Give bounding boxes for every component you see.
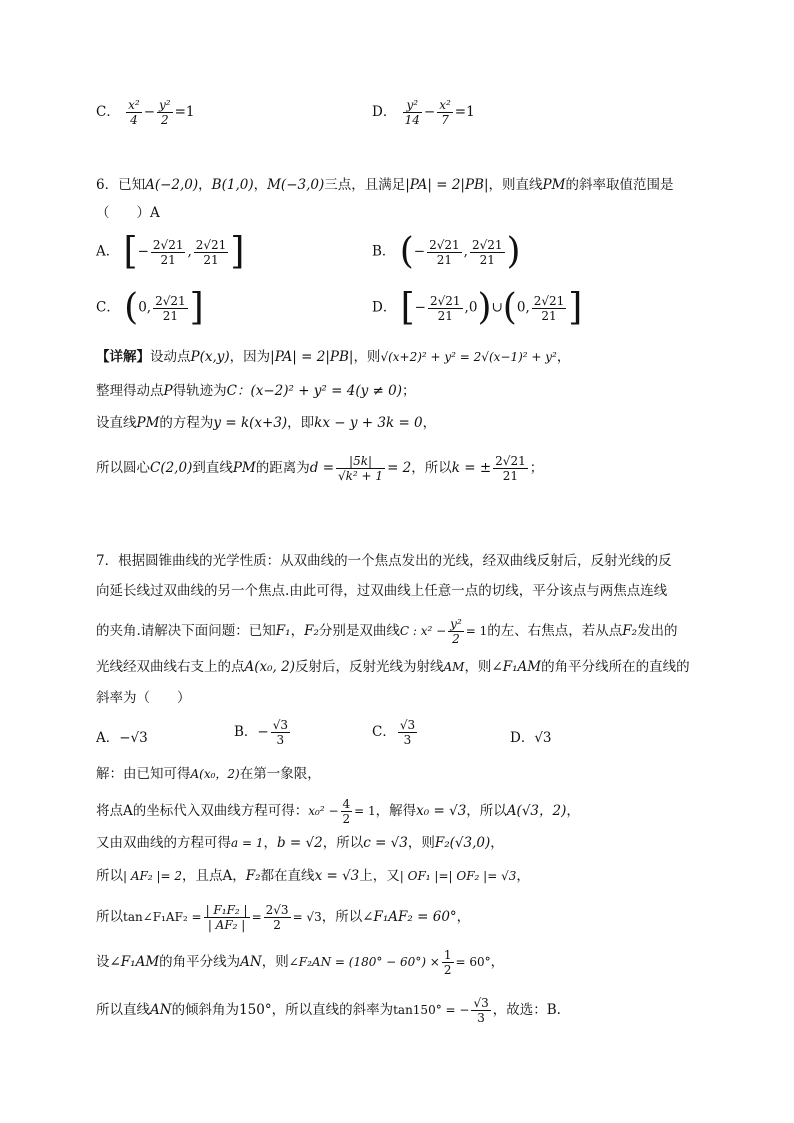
fraction: $\frac{\text{y²}}{2}$ — [159, 98, 171, 127]
math: A(−2,0) — [145, 177, 199, 193]
q7-solution-2: 将点A的坐标代入双曲线方程可得：x₀² − $\frac{4}{2}$ = 1，解得x₀ = √3，所以A(√3，2)， — [96, 797, 580, 826]
fraction: $\frac{\text{x²}}{7}$ — [439, 98, 451, 127]
fraction: $\frac{\text{y²}}{2}$ — [450, 617, 462, 646]
q5-option-d — [372, 98, 475, 127]
fraction: $\frac{2√21}{21}$ — [429, 237, 460, 267]
left-paren: ( — [502, 287, 517, 328]
text: ， — [198, 177, 212, 193]
q7-stem-5: 斜率为（ ） — [96, 690, 191, 706]
fraction: $\frac{2√21}{21}$ — [429, 293, 461, 323]
fraction: $\frac{2√21}{21}$ — [152, 237, 184, 267]
right-paren: ) — [506, 231, 521, 272]
fraction: $\frac{2√3}{2}$ — [265, 903, 289, 932]
answer-text: （ ）A — [96, 205, 160, 221]
q7-solution-5: 所以tan∠F₁AF₂ = $\frac{\text{| F₁F₂ |}}{\text{| AF₂ |}}$ = $\frac{2√3}{2}$ = √3，所以∠F₁AF₂ = 60°， — [96, 903, 471, 932]
fraction: $\frac{\text{x²}}{4}$ — [128, 98, 140, 127]
fraction: $\frac{√3}{3}$ — [399, 718, 416, 747]
q7-solution-7: 所以直线AN的倾斜角为150°，所以直线的斜率为tan150° = − $\frac{√3}{3}$ ，故选：B. — [96, 996, 561, 1025]
union-symbol: ∪ — [491, 299, 503, 316]
option-label: D． — [372, 104, 397, 120]
right-bracket: ] — [230, 229, 245, 273]
q6-detail-4: 所以圆心C(2,0)到直线PM的距离为d = $\frac{|5k|}{\text{√k² + 1}}$ = 2，所以k = ± $\frac{2√21}{21}$ ； — [96, 454, 544, 483]
fraction: $\frac{2√21}{21}$ — [495, 454, 526, 483]
fraction: $\frac{2√21}{21}$ — [155, 293, 186, 323]
q7-stem-2: 向延长线过双曲线的另一个焦点.由此可得，过双曲线上任意一点的切线，平分该点与两焦点连线 — [96, 583, 668, 599]
option-label: D． — [372, 299, 397, 316]
fraction: $\frac{√3}{3}$ — [473, 996, 489, 1025]
detail-tag: 【详解】 — [96, 349, 150, 365]
minus: − — [423, 104, 436, 120]
option-label: C． — [96, 104, 120, 120]
q6-option-b: B． (− $\frac{2√21}{21}$ , $\frac{2√21}{21}$ ) — [372, 231, 521, 272]
fraction: $\frac{\text{y²}}{14}$ — [404, 98, 420, 127]
equals: =1 — [454, 104, 475, 120]
option-label: A． — [96, 243, 120, 260]
q7-solution-1: 解：由已知可得A(x₀，2)在第一象限， — [96, 766, 321, 782]
q6-detail-2: 整理得动点P得轨迹为C：(x−2)² + y² = 4(y ≠ 0)； — [96, 383, 416, 399]
text: ， — [253, 177, 268, 193]
fraction: $\frac{|5k|}{\text{√k² + 1}}$ — [338, 454, 384, 483]
right-paren: ) — [477, 287, 492, 328]
text: 6．已知 — [96, 177, 146, 193]
option-label: C． — [96, 299, 120, 316]
q6-option-d: D． [− $\frac{2√21}{21}$ ,0)∪(0, $\frac{2√21}{21}$ ] — [372, 285, 583, 329]
text: 三点，且满足 — [324, 177, 406, 193]
left-bracket: [ — [400, 285, 415, 329]
left-paren: ( — [399, 231, 414, 272]
math: B(1,0) — [211, 177, 254, 193]
q6-detail-3: 设直线PM的方程为y = k(x+3)，即kx − y + 3k = 0， — [96, 415, 437, 431]
fraction: $\frac{2√21}{21}$ — [195, 237, 227, 267]
fraction: $\frac{2√21}{21}$ — [533, 293, 565, 323]
fraction: $\frac{√3}{3}$ — [272, 718, 289, 747]
math: |PA| = 2|PB| — [405, 177, 489, 193]
fraction: $\frac{1}{2}$ — [443, 948, 452, 977]
minus: − — [143, 104, 156, 120]
q6-stem — [96, 175, 673, 195]
q7-option-d: D．√3 — [510, 730, 552, 746]
left-paren: ( — [124, 287, 139, 328]
q5-option-c — [96, 98, 195, 127]
q7-stem-3: 的夹角.请解决下面问题：已知F₁，F₂分别是双曲线C : x² − $\frac{\text{y²}}{2}$ = 1的左、右焦点，若从点F₂发出的 — [96, 617, 678, 646]
q7-solution-3: 又由双曲线的方程可得a = 1，b = √2，所以c = √3，则F₂(√3,0)， — [96, 835, 504, 851]
option-label: B． — [372, 243, 396, 260]
text: 的斜率取值范围是 — [565, 177, 674, 193]
left-bracket: [ — [123, 229, 138, 273]
right-bracket: ] — [568, 285, 583, 329]
fraction: $\frac{\text{| F₁F₂ |}}{\text{| AF₂ |}}$ — [205, 903, 248, 932]
right-bracket: ] — [189, 285, 204, 329]
q6-answer — [96, 203, 160, 223]
fraction: $\frac{4}{2}$ — [342, 797, 351, 826]
math: PM — [542, 177, 566, 193]
q7-solution-4: 所以| AF₂ |= 2，且点A，F₂都在直线x = √3上，又| OF₁ |=| OF₂ |= √3， — [96, 868, 530, 884]
q7-option-a: A．−√3 — [96, 730, 148, 746]
q6-option-c: C． (0, $\frac{2√21}{21}$ ] — [96, 285, 204, 329]
q7-stem-1: 7．根据圆锥曲线的光学性质：从双曲线的一个焦点发出的光线，经双曲线反射后，反射光线的反 — [96, 553, 672, 569]
q6-option-a: A． [− $\frac{2√21}{21}$ , $\frac{2√21}{21}$ ] — [96, 229, 245, 273]
q7-option-c: C． $\frac{√3}{3}$ — [372, 718, 416, 747]
q7-option-b: B．− $\frac{√3}{3}$ — [234, 718, 289, 747]
text: ，则直线 — [488, 177, 543, 193]
q7-solution-6: 设∠F₁AM的角平分线为AN，则∠F₂AN = (180° − 60°) × $\frac{1}{2}$ = 60°， — [96, 948, 505, 977]
math: M(−3,0) — [267, 177, 325, 193]
equals: =1 — [174, 104, 195, 120]
fraction: $\frac{2√21}{21}$ — [471, 237, 503, 267]
q7-stem-4: 光线经双曲线右支上的点A(x₀, 2)反射后，反射光线为射线AM，则∠F₁AM的角平分线所在的直线的 — [96, 659, 690, 675]
q6-detail-1: 【详解】设动点P(x,y)，因为|PA| = 2|PB|，则√(x+2)² + y² = 2√(x−1)² + y²， — [96, 349, 571, 365]
